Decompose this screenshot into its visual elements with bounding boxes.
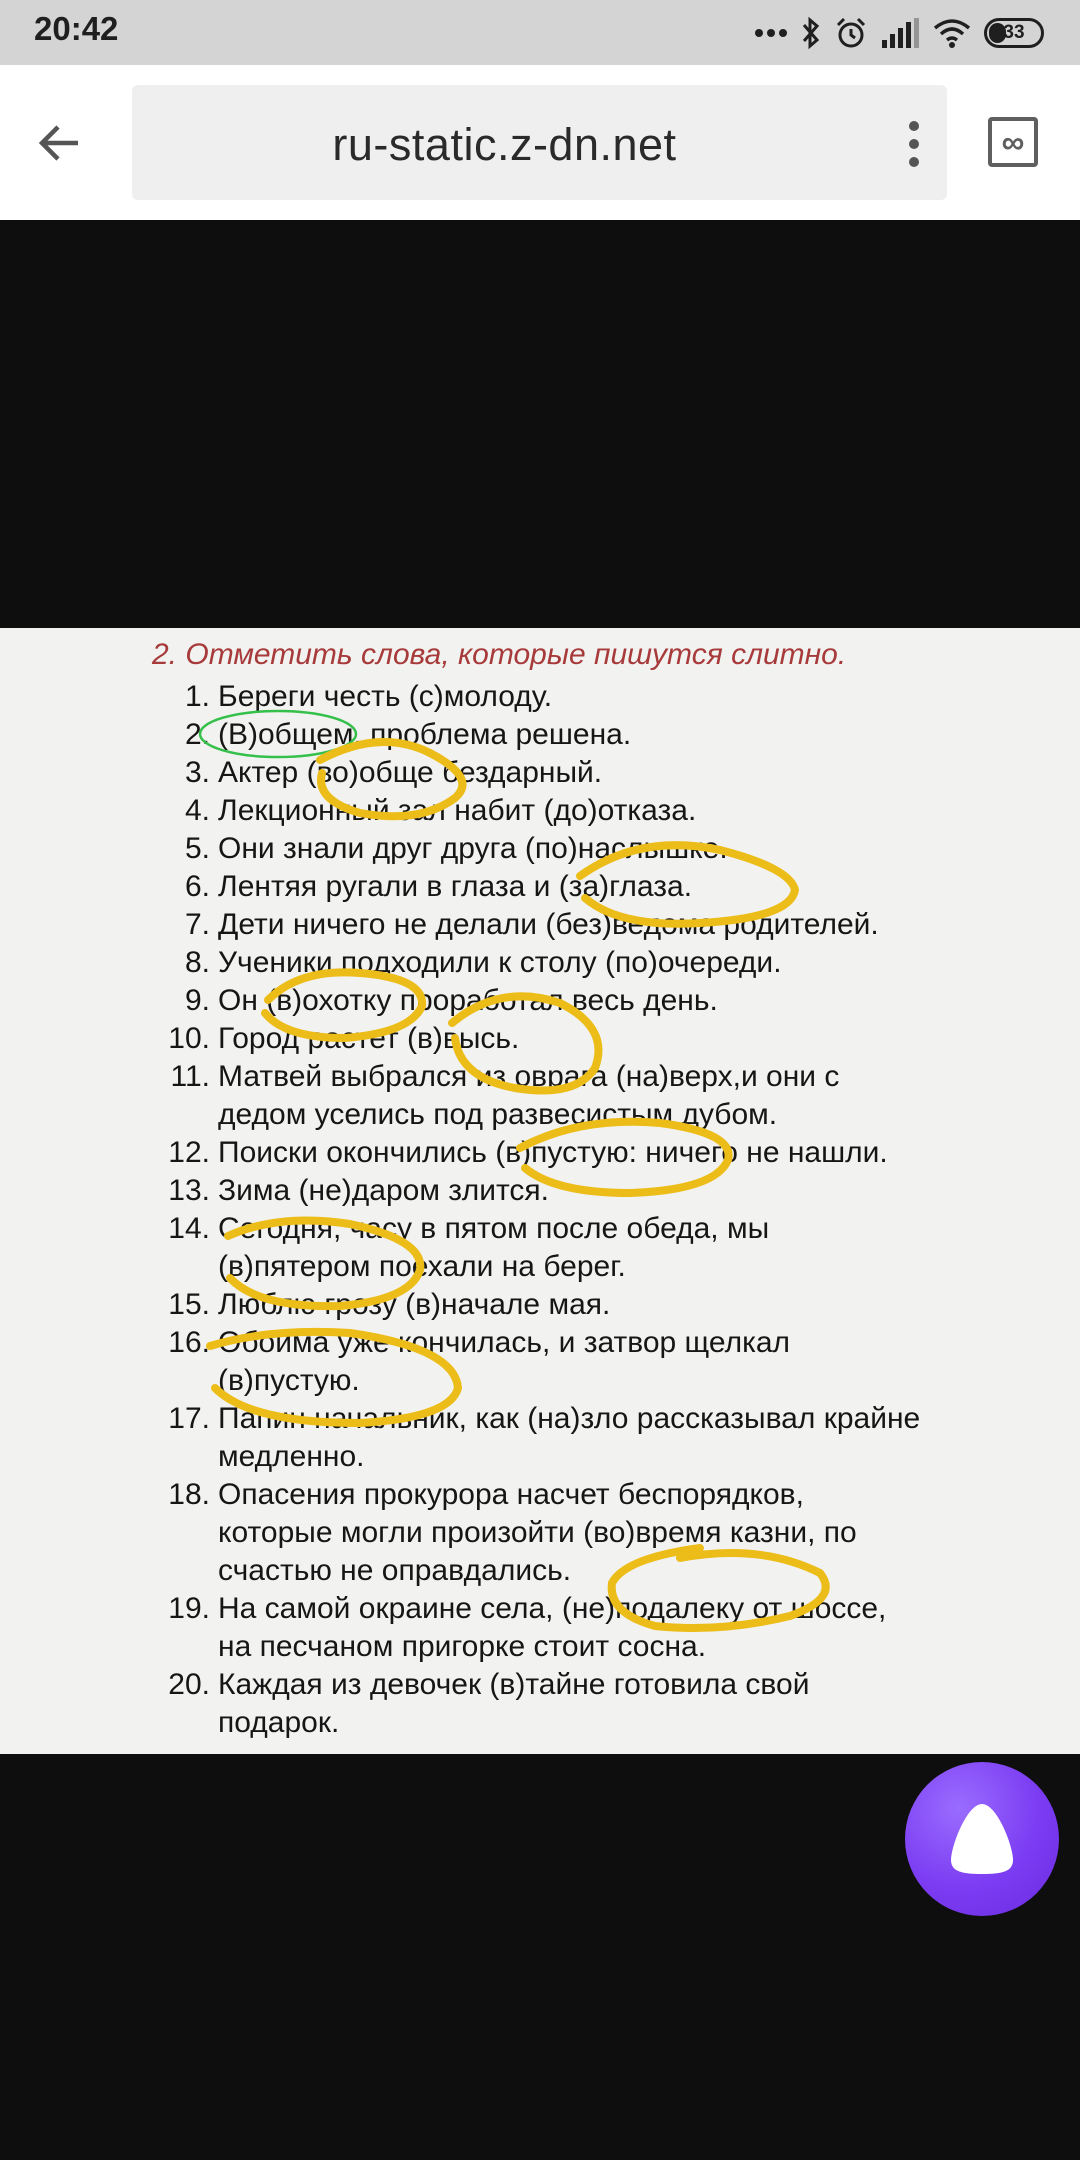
- item-text-continued: медленно.: [218, 1440, 365, 1473]
- item-number: 13.: [168, 1174, 210, 1207]
- item-text: Люблю грозу (в)начале мая.: [218, 1288, 611, 1321]
- battery-icon: [984, 18, 1044, 48]
- item-text: Обойма уже кончилась, и затвор щелкал: [218, 1326, 791, 1359]
- item-text: Береги честь (с)молоду.: [218, 680, 553, 713]
- item-number: 7.: [184, 908, 210, 941]
- item-text: (В)общем, проблема решена.: [218, 718, 632, 751]
- item-text: Дети ничего не делали (без)ведома родителей.: [218, 908, 879, 941]
- status-bar: [0, 0, 1080, 65]
- image-background-top: [0, 220, 1080, 628]
- item-text: Ученики подходили к столу (по)очереди.: [218, 946, 782, 979]
- item-number: 17.: [168, 1402, 210, 1435]
- item-number: 4.: [184, 794, 210, 827]
- menu-icon[interactable]: [907, 121, 921, 167]
- url-field[interactable]: [132, 85, 947, 200]
- item-number: 16.: [168, 1326, 210, 1359]
- worksheet-photo: [0, 628, 1080, 1754]
- item-number: 15.: [168, 1288, 210, 1321]
- item-number: 19.: [168, 1592, 210, 1625]
- item-text: Лекционный зал набит (до)отказа.: [218, 794, 697, 827]
- wifi-icon: [932, 17, 972, 49]
- item-number: 9.: [184, 984, 210, 1017]
- item-number: 6.: [184, 870, 210, 903]
- item-text: Он (в)охотку проработал весь день.: [218, 984, 718, 1017]
- item-text-continued: (в)пустую.: [218, 1364, 360, 1397]
- item-number: 12.: [168, 1136, 210, 1169]
- item-text: Поиски окончились (в)пустую: ничего не нашли.: [218, 1136, 888, 1169]
- item-text: Матвей выбрался из оврага (на)верх,и они с: [218, 1060, 840, 1093]
- item-number: 8.: [184, 946, 210, 979]
- signal-icon: [880, 18, 920, 48]
- item-number: 10.: [168, 1022, 210, 1055]
- alice-assistant-icon: [947, 1800, 1017, 1876]
- item-text: Город растет (в)высь.: [218, 1022, 520, 1055]
- item-text: Зима (не)даром злится.: [218, 1174, 549, 1207]
- item-text: Опасения прокурора насчет беспорядков,: [218, 1478, 804, 1511]
- alarm-icon: [834, 16, 868, 50]
- item-text: Они знали друг друга (по)наслышке.: [218, 832, 728, 865]
- item-number: 11.: [170, 1060, 210, 1093]
- item-text-continued: дедом уселись под развесистым дубом.: [218, 1098, 778, 1131]
- worksheet-heading: 2. Отметить слова, которые пишутся слитно.: [152, 638, 847, 671]
- item-number: 3.: [184, 756, 210, 789]
- voice-assistant-button[interactable]: [905, 1762, 1059, 1916]
- tabs-button[interactable]: ∞: [988, 117, 1038, 167]
- battery-level: 33: [1003, 22, 1025, 43]
- status-icons: [754, 12, 1044, 54]
- item-text: Сегодня, часу в пятом после обеда, мы: [218, 1212, 770, 1245]
- back-arrow-icon: [30, 113, 90, 173]
- bluetooth-icon: [800, 16, 822, 50]
- url-text: ru-static.z-dn.net: [332, 119, 677, 170]
- item-number: 2.: [184, 718, 210, 751]
- item-text: Актер (во)обще бездарный.: [218, 756, 603, 789]
- item-number: 1.: [184, 680, 210, 713]
- back-button[interactable]: [30, 113, 90, 173]
- item-text: Каждая из девочек (в)тайне готовила свой: [218, 1668, 810, 1701]
- browser-toolbar: [0, 65, 1080, 220]
- item-number: 14.: [168, 1212, 210, 1245]
- item-text-continued: счастью не оправдались.: [218, 1554, 572, 1587]
- status-time: 20:42: [34, 10, 119, 47]
- item-number: 18.: [168, 1478, 210, 1511]
- dots-icon: [754, 28, 788, 38]
- item-text-continued: подарок.: [218, 1706, 340, 1739]
- item-text: На самой окраине села, (не)подалеку от шоссе,: [218, 1592, 887, 1625]
- item-text: Лентяя ругали в глаза и (за)глаза.: [218, 870, 693, 903]
- item-text-continued: которые могли произойти (во)время казни, по: [218, 1516, 857, 1549]
- item-text-continued: на песчаном пригорке стоит сосна.: [218, 1630, 707, 1663]
- item-text-continued: (в)пятером поехали на берег.: [218, 1250, 626, 1283]
- item-text: Папин начальник, как (на)зло рассказывал крайне: [218, 1402, 921, 1435]
- item-number: 5.: [184, 832, 210, 865]
- item-number: 20.: [168, 1668, 210, 1701]
